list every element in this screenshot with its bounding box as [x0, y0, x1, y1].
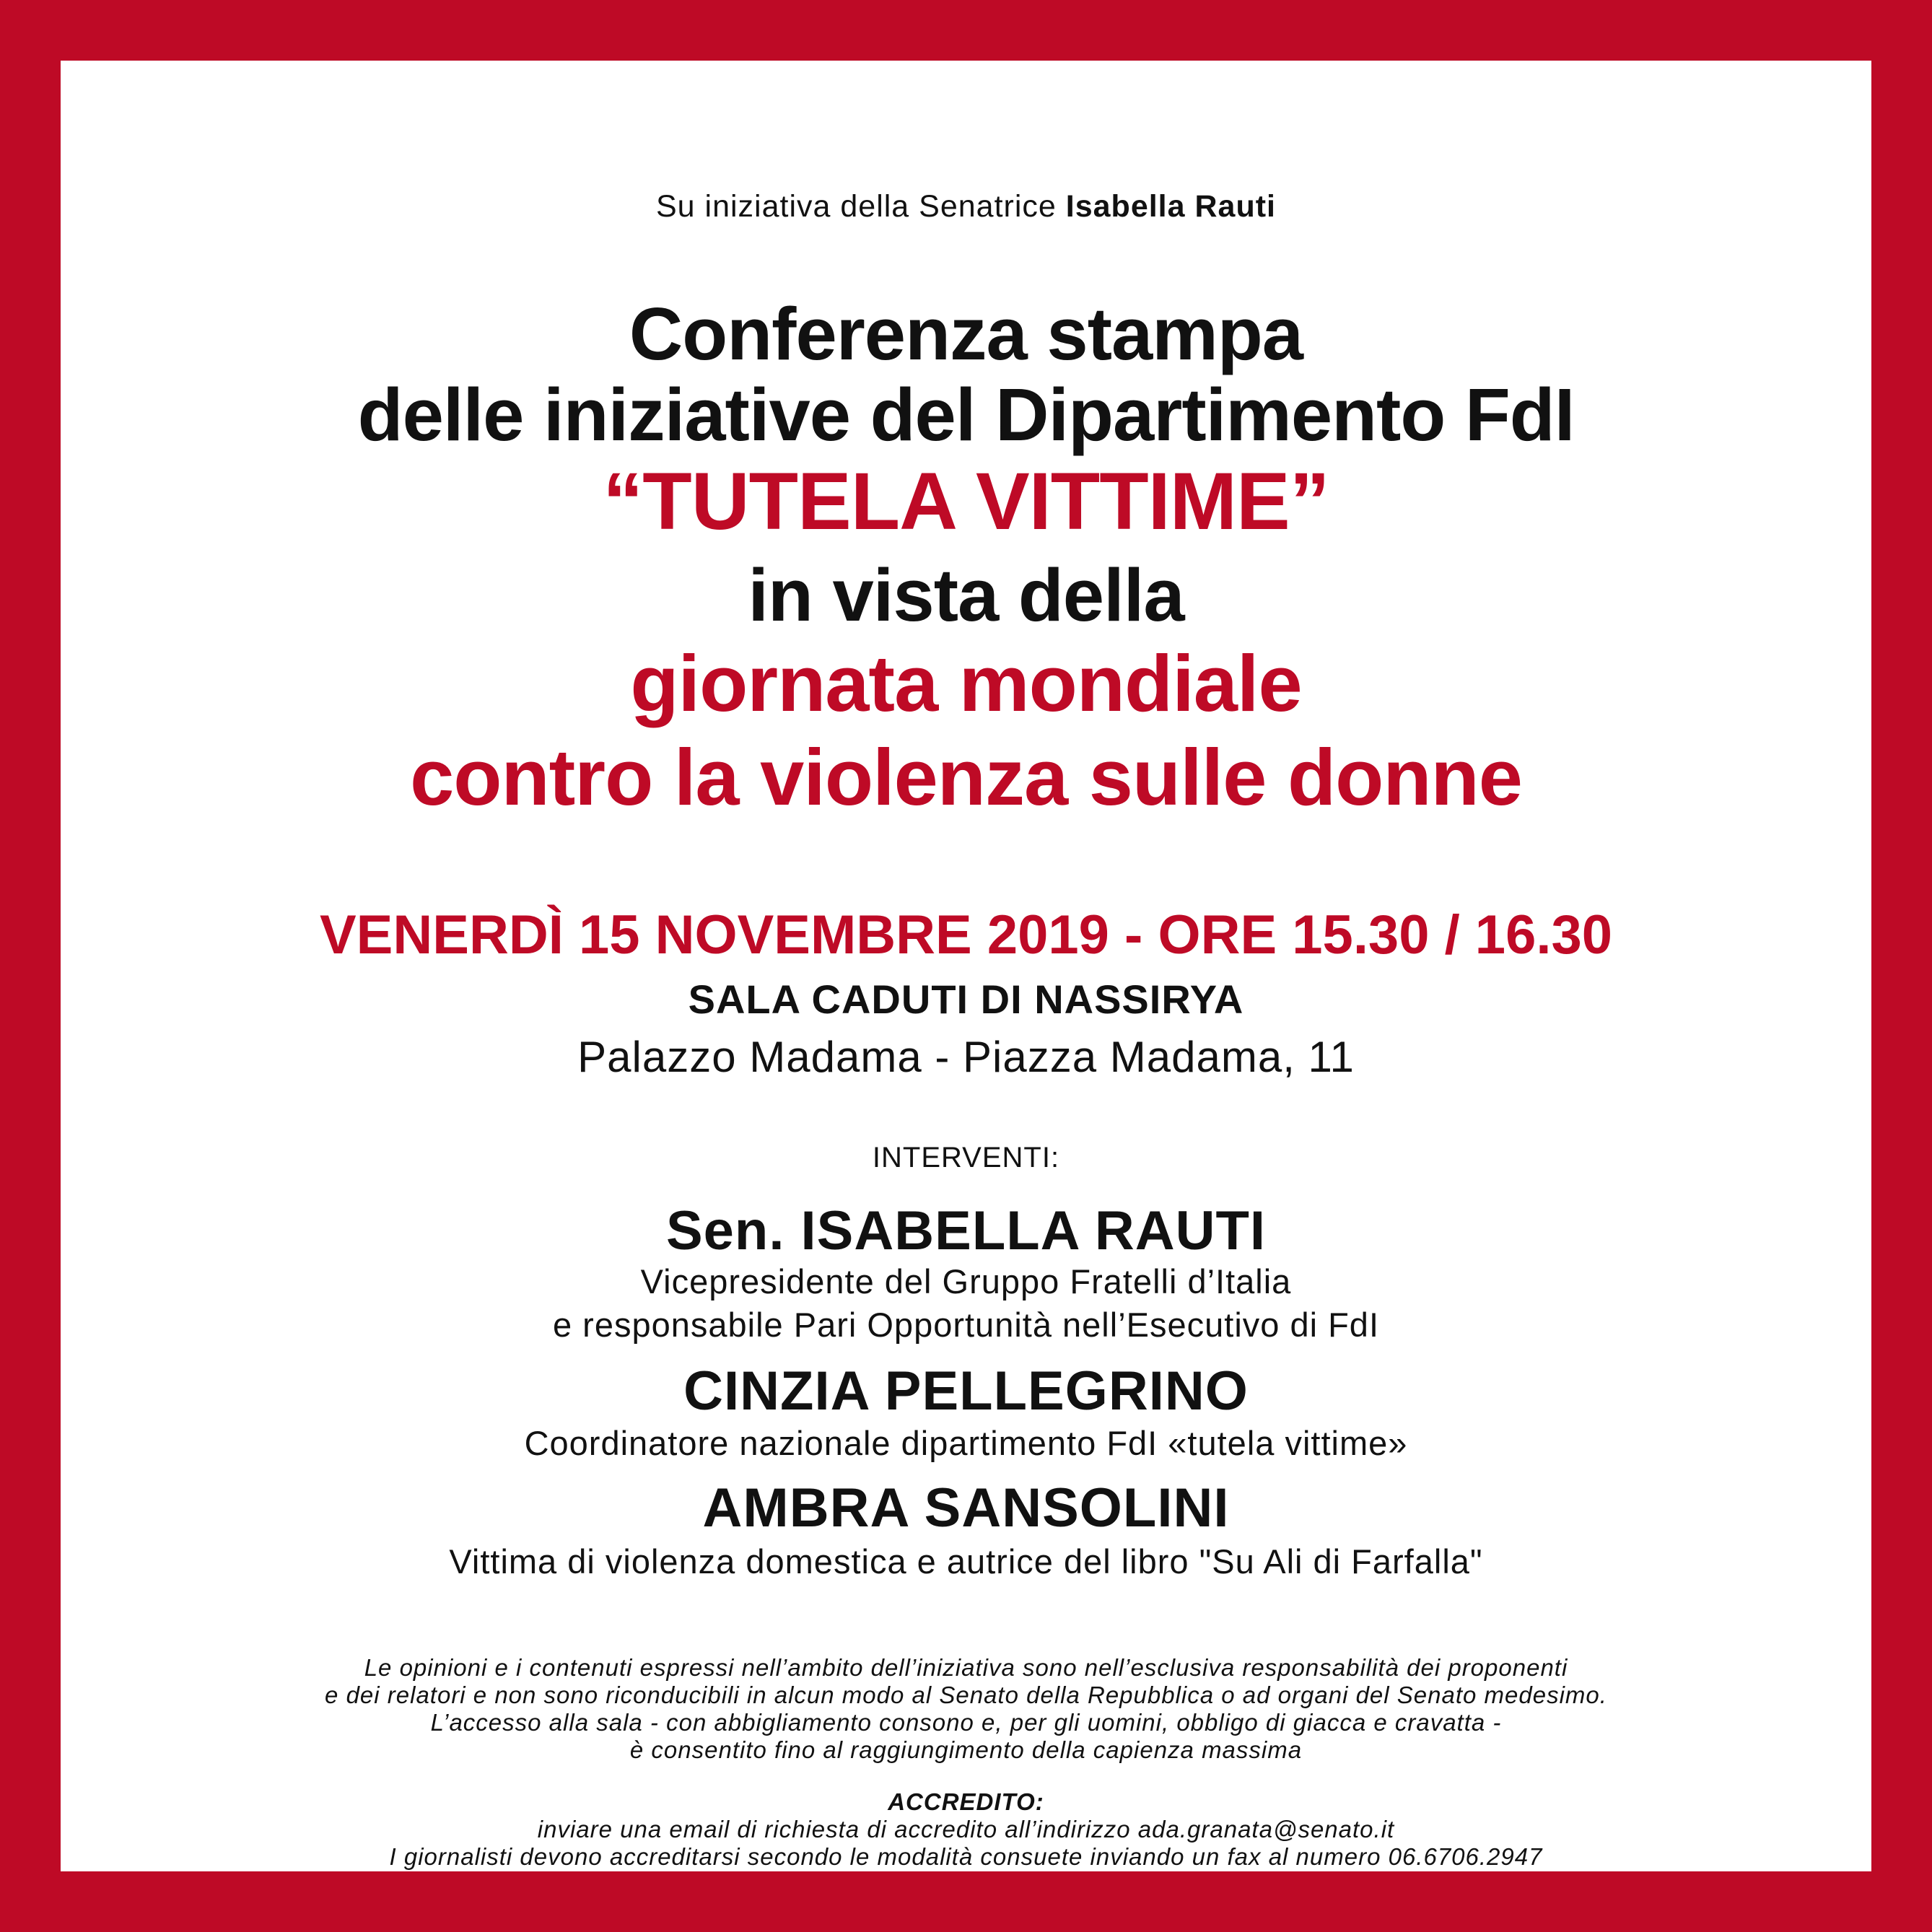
accredito-title: ACCREDITO:	[888, 1788, 1044, 1815]
disclaimer-line-1: Le opinioni e i contenuti espressi nell’ambito dell’iniziativa sono nell’esclusiva responsabilità dei proponenti	[364, 1654, 1568, 1681]
event-address: Palazzo Madama - Piazza Madama, 11	[577, 1033, 1355, 1081]
disclaimer-line-4: è consentito fino al raggiungimento della capienza massima	[629, 1736, 1303, 1763]
speaker-1-role-line-2: e responsabile Pari Opportunità nell’Esecutivo di FdI	[552, 1306, 1380, 1344]
title-line-5: giornata mondiale	[630, 639, 1302, 728]
poster-content	[61, 61, 1871, 1871]
title-line-3: “TUTELA VITTIME”	[603, 456, 1329, 546]
title-line-4: in vista della	[748, 554, 1184, 637]
speaker-1-name: Sen. ISABELLA RAUTI	[665, 1200, 1267, 1262]
accredito-line-1: inviare una email di richiesta di accredito all’indirizzo ada.granata@senato.it	[537, 1816, 1395, 1843]
initiative-senator-name: Isabella Rauti	[1065, 189, 1276, 224]
disclaimer-line-3: L’accesso alla sala - con abbigliamento consono e, per gli uomini, obbligo di giacca e cravatta -	[430, 1709, 1502, 1736]
speaker-2-role-line-1: Coordinatore nazionale dipartimento FdI «tutela vittime»	[524, 1424, 1408, 1462]
event-date-time: VENERDÌ 15 NOVEMBRE 2019 - ORE 15.30 / 16.30	[319, 904, 1612, 966]
title-line-1: Conferenza stampa	[629, 292, 1303, 375]
speaker-2-name: CINZIA PELLEGRINO	[683, 1360, 1249, 1422]
speaker-1-role-line-1: Vicepresidente del Gruppo Fratelli d’Italia	[640, 1262, 1292, 1301]
speaker-3-name: AMBRA SANSOLINI	[702, 1477, 1230, 1539]
interventi-label: INTERVENTI:	[872, 1142, 1060, 1173]
title-line-6: contro la violenza sulle donne	[410, 733, 1522, 822]
disclaimer-line-2: e dei relatori e non sono riconducibili in alcun modo al Senato della Repubblica o ad organi del Senato medesimo.	[325, 1682, 1607, 1708]
initiative-prefix: Su iniziativa della Senatrice	[655, 189, 1066, 224]
event-room: SALA CADUTI DI NASSIRYA	[688, 976, 1244, 1022]
initiative-line	[61, 189, 1871, 224]
speaker-3-role-line-1: Vittima di violenza domestica e autrice del libro "Su Ali di Farfalla"	[449, 1542, 1483, 1581]
accredito-line-2: I giornalisti devono accreditarsi secondo le modalità consuete inviando un fax al numero 06.6706.2947	[389, 1843, 1543, 1870]
title-line-2: delle iniziative del Dipartimento FdI	[357, 373, 1575, 456]
